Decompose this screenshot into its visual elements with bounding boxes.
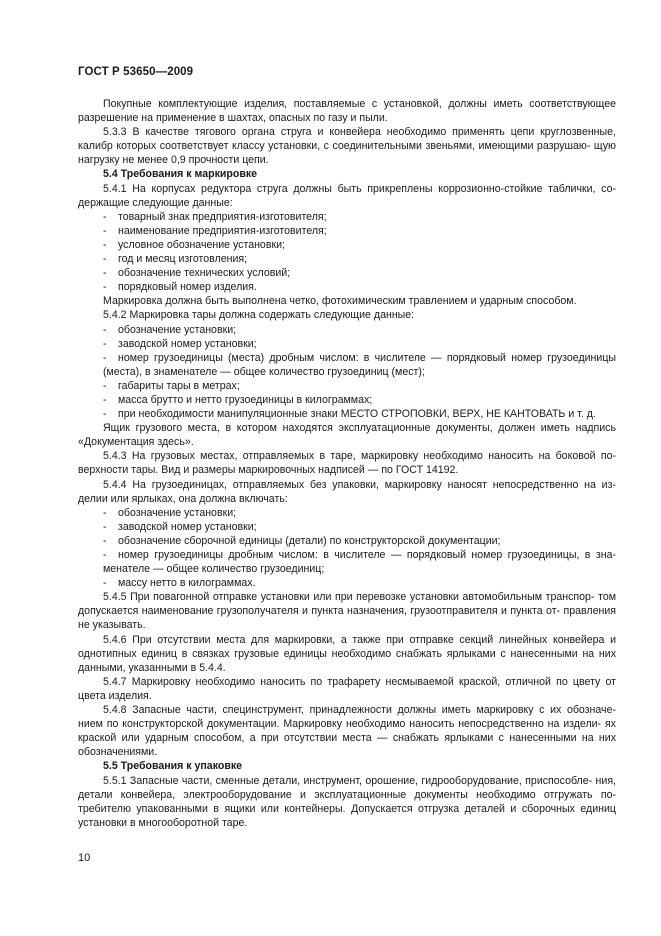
text-line: менателе — общее количество грузоединиц; [103, 563, 325, 576]
list-item [78, 351, 616, 379]
text-line: 5.4.5 При повагонной отправке установки или при перевозке установки автомобильным транспор- [103, 591, 595, 604]
text-line: делии или ярлыках, она должна включать: [78, 492, 288, 505]
text-line: обозначение установки; [118, 506, 237, 519]
text-line: обозначение сборочной единицы (детали) по конструкторской документации; [118, 534, 501, 547]
paragraph [78, 97, 616, 125]
list-item [78, 323, 616, 337]
list-dash: - [103, 577, 107, 590]
text-line: 5.4.6 При отсутствии места для маркировки, а также при отправке секций линейных конвейера и [103, 633, 616, 646]
text-line: калибр которых соответствует классу установки, с соединительными звеньями, имеющими разрушаю- [78, 140, 591, 153]
list-dash: - [103, 210, 107, 223]
list-item [78, 224, 616, 238]
list-dash: - [103, 534, 107, 547]
text-line: 5.4.2 Маркировка тары должна содержать следующие данные: [103, 309, 415, 322]
section-heading [78, 167, 616, 181]
text-line: 5.4.4 На грузоединицах, отправляемых без упаковки, маркировку наносят непосредственно на из- [103, 478, 616, 491]
text-line: 5.4.3 На грузовых местах, отправляемых в таре, маркировку необходимо наносить на боковой по- [103, 450, 616, 463]
text-line: том допускается наименование грузополучателя и пункта назначения, грузоотправителя и пункта от- [78, 591, 617, 618]
text-line: 5.4.8 Запасные части, специнструмент, принадлежности должны иметь маркировку с их обозначе- [103, 704, 616, 717]
paragraph [78, 675, 616, 703]
list-item [78, 238, 616, 252]
standard-code-header: ГОСТ Р 53650—2009 [78, 66, 194, 78]
list-item [78, 280, 616, 294]
list-dash: - [103, 337, 107, 350]
text-line: 5.4.1 На корпусах редуктора струга должны быть прикреплены коррозионно-стойкие таблички, со- [103, 182, 616, 195]
text-line: заводской номер установки; [118, 520, 257, 533]
list-dash: - [103, 224, 107, 237]
list-item [78, 252, 616, 266]
text-line: данными, указанными в 5.4.4. [78, 661, 226, 674]
paragraph [78, 478, 616, 506]
text-line: Ящик грузового места, в котором находятся эксплуатационные документы, должен иметь надпись [103, 422, 616, 435]
text-line: при необходимости манипуляционные знаки МЕСТО СТРОПОВКИ, ВЕРХ, НЕ КАНТОВАТЬ и т. д. [118, 408, 596, 421]
list-dash: - [103, 549, 107, 561]
list-item [78, 534, 616, 548]
text-line: (места), в знаменателе — общее количество грузоединиц (мест); [103, 365, 425, 378]
paragraph [78, 449, 616, 477]
text-line: массу нетто в килограммах. [118, 577, 256, 590]
text-line: «Документация здесь». [78, 436, 194, 449]
text-line: условное обозначение установки; [118, 238, 285, 251]
text-line: ях краской или ударным способом, а при отсутствии места — снабжать ярлыками с нанесенными на них [78, 718, 616, 745]
list-dash: - [103, 323, 107, 336]
text-line: ния, детали конвейера, электрооборудование и эксплуатационные документы необходимо отгружать по- [78, 774, 616, 801]
list-item [78, 407, 616, 421]
text-line: щую нагрузку не менее 0,9 прочности цепи. [78, 140, 616, 167]
list-dash: - [103, 408, 107, 421]
list-item [78, 506, 616, 520]
page-number: 10 [78, 852, 91, 864]
text-line: номер грузоединицы (места) дробным числом: в числителе — порядковый номер грузоединицы [118, 351, 616, 364]
paragraph [78, 633, 616, 675]
list-item [78, 393, 616, 407]
text-line: обозначение установки; [118, 323, 237, 336]
list-dash: - [103, 238, 107, 251]
list-dash: - [103, 253, 107, 266]
text-line: 5.4 Требования к маркировке [103, 168, 258, 181]
text-line: нием по конструкторской документации. Маркировку необходимо наносить непосредственно на издели- [78, 718, 602, 731]
text-line: правления не указывать. [78, 605, 616, 632]
list-item [78, 337, 616, 351]
list-dash: - [103, 267, 107, 280]
text-line: однотипных единиц в связках грузовые единицы необходимо снабжать ярлыками с нанесенными на них [78, 647, 616, 660]
text-line: Маркировка должна быть выполнена четко, фотохимическим травлением и ударным способом. [103, 295, 577, 308]
text-line: установки в многооборотной таре. [78, 816, 248, 829]
text-line: держащие следующие данные: [78, 196, 233, 209]
text-line: 5.5 Требования к упаковке [103, 760, 243, 773]
text-line: товарный знак предприятия-изготовителя; [118, 210, 327, 223]
paragraph [78, 182, 616, 210]
paragraph [78, 590, 616, 632]
list-item [78, 379, 616, 393]
text-line: обозначение технических условий; [118, 267, 291, 280]
text-line: масса брутто и нетто грузоединицы в килограммах; [118, 393, 373, 406]
text-line: Покупные комплектующие изделия, поставляемые с установкой, должны иметь соответствующее [103, 98, 616, 110]
list-dash: - [103, 520, 107, 533]
list-item [78, 520, 616, 534]
paragraph [78, 125, 616, 167]
text-line: 5.5.1 Запасные части, сменные детали, инструмент, орошение, гидрооборудование, приспособле- [103, 774, 593, 787]
text-line: верхности тары. Вид и размеры маркировочных надписей — по ГОСТ 14192. [78, 464, 459, 477]
list-dash: - [103, 351, 107, 364]
list-dash: - [103, 281, 107, 294]
text-line: год и месяц изготовления; [118, 253, 248, 266]
paragraph [78, 703, 616, 759]
list-dash: - [103, 379, 107, 392]
text-line: обозначениями. [78, 746, 158, 759]
text-line: требителю упакованными в ящики или контейнеры. Допускается отгрузка деталей и сборочных единиц [78, 802, 616, 815]
text-line: порядковый номер изделия. [118, 281, 257, 294]
paragraph [78, 774, 616, 830]
paragraph [78, 421, 616, 449]
paragraph [78, 308, 616, 322]
text-line: габариты тары в метрах; [118, 379, 240, 392]
list-item [78, 210, 616, 224]
text-line: цвета изделия. [78, 689, 152, 702]
document-body [78, 97, 616, 830]
text-line: 5.3.3 В качестве тягового органа струга и конвейера необходимо применять цепи круглозвенные, [103, 126, 616, 139]
section-heading [78, 759, 616, 773]
list-dash: - [103, 506, 107, 519]
paragraph [78, 294, 616, 308]
list-dash: - [103, 393, 107, 406]
list-item [78, 548, 616, 576]
list-item [78, 576, 616, 590]
text-line: номер грузоединицы дробным числом: в числителе — порядковый номер грузоединицы, в зна- [118, 549, 616, 561]
list-item [78, 266, 616, 280]
text-line: 5.4.7 Маркировку необходимо наносить по трафарету несмываемой краской, отличной по цвету от [103, 675, 616, 688]
text-line: наименование предприятия-изготовителя; [118, 224, 327, 237]
text-line: заводской номер установки; [118, 337, 257, 350]
text-line: разрешение на применение в шахтах, опасных по газу и пыли. [78, 112, 388, 125]
